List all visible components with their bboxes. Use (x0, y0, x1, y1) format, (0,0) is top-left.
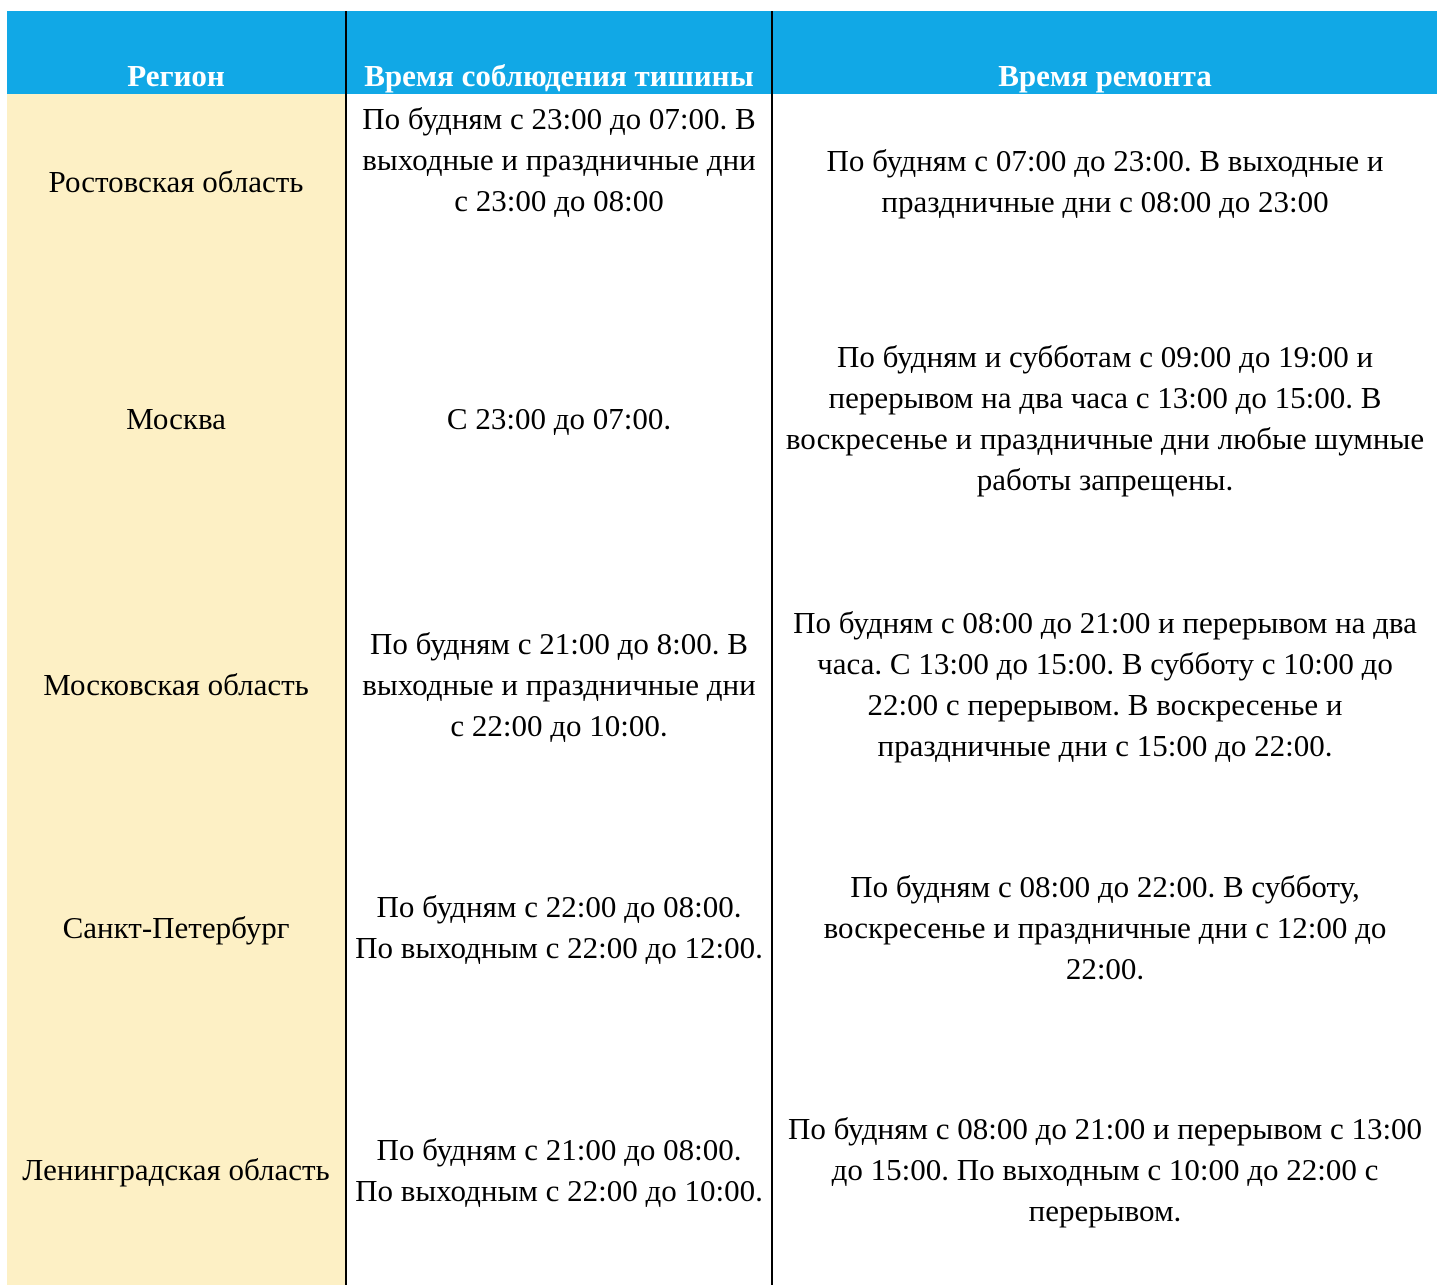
header-repair-time: Время ремонта (772, 11, 1437, 94)
table-body (7, 94, 1437, 1285)
region-cell: Ленинградская область (7, 1054, 346, 1285)
regulations-table-wrapper (7, 11, 1437, 1281)
table-row (7, 568, 1437, 800)
repair-time-cell: По будням с 07:00 до 23:00. В выходные и праздничные дни с 08:00 до 23:00 (772, 94, 1437, 268)
header-row (7, 11, 1437, 94)
header-region: Регион (7, 11, 346, 94)
region-cell: Санкт-Петербург (7, 800, 346, 1054)
silence-time-cell: С 23:00 до 07:00. (346, 268, 772, 568)
repair-time-cell: По будням с 08:00 до 22:00. В субботу, воскресенье и праздничные дни с 12:00 до 22:00. (772, 800, 1437, 1054)
table-row (7, 800, 1437, 1054)
table-row (7, 268, 1437, 568)
silence-time-cell: По будням с 21:00 до 08:00. По выходным с 22:00 до 10:00. (346, 1054, 772, 1285)
repair-time-cell: По будням с 08:00 до 21:00 и перерывом на два часа. С 13:00 до 15:00. В субботу с 10:00 до 22:00 с перерывом. В воскресенье и праздничные дни с 15:00 до 22:00. (772, 568, 1437, 800)
region-cell: Ростовская область (7, 94, 346, 268)
repair-time-cell: По будням и субботам с 09:00 до 19:00 и перерывом на два часа с 13:00 до 15:00. В воскресенье и праздничные дни любые шумные работы запрещены. (772, 268, 1437, 568)
silence-time-cell: По будням с 23:00 до 07:00. В выходные и праздничные дни с 23:00 до 08:00 (346, 94, 772, 268)
table-row (7, 94, 1437, 268)
silence-time-cell: По будням с 21:00 до 8:00. В выходные и праздничные дни с 22:00 до 10:00. (346, 568, 772, 800)
repair-time-cell: По будням с 08:00 до 21:00 и перерывом с 13:00 до 15:00. По выходным с 10:00 до 22:00 с перерывом. (772, 1054, 1437, 1285)
region-cell: Москва (7, 268, 346, 568)
table-header (7, 11, 1437, 94)
region-cell: Московская область (7, 568, 346, 800)
noise-regulations-table (7, 11, 1437, 1285)
header-silence-time: Время соблюдения тишины (346, 11, 772, 94)
table-row (7, 1054, 1437, 1285)
silence-time-cell: По будням с 22:00 до 08:00. По выходным с 22:00 до 12:00. (346, 800, 772, 1054)
